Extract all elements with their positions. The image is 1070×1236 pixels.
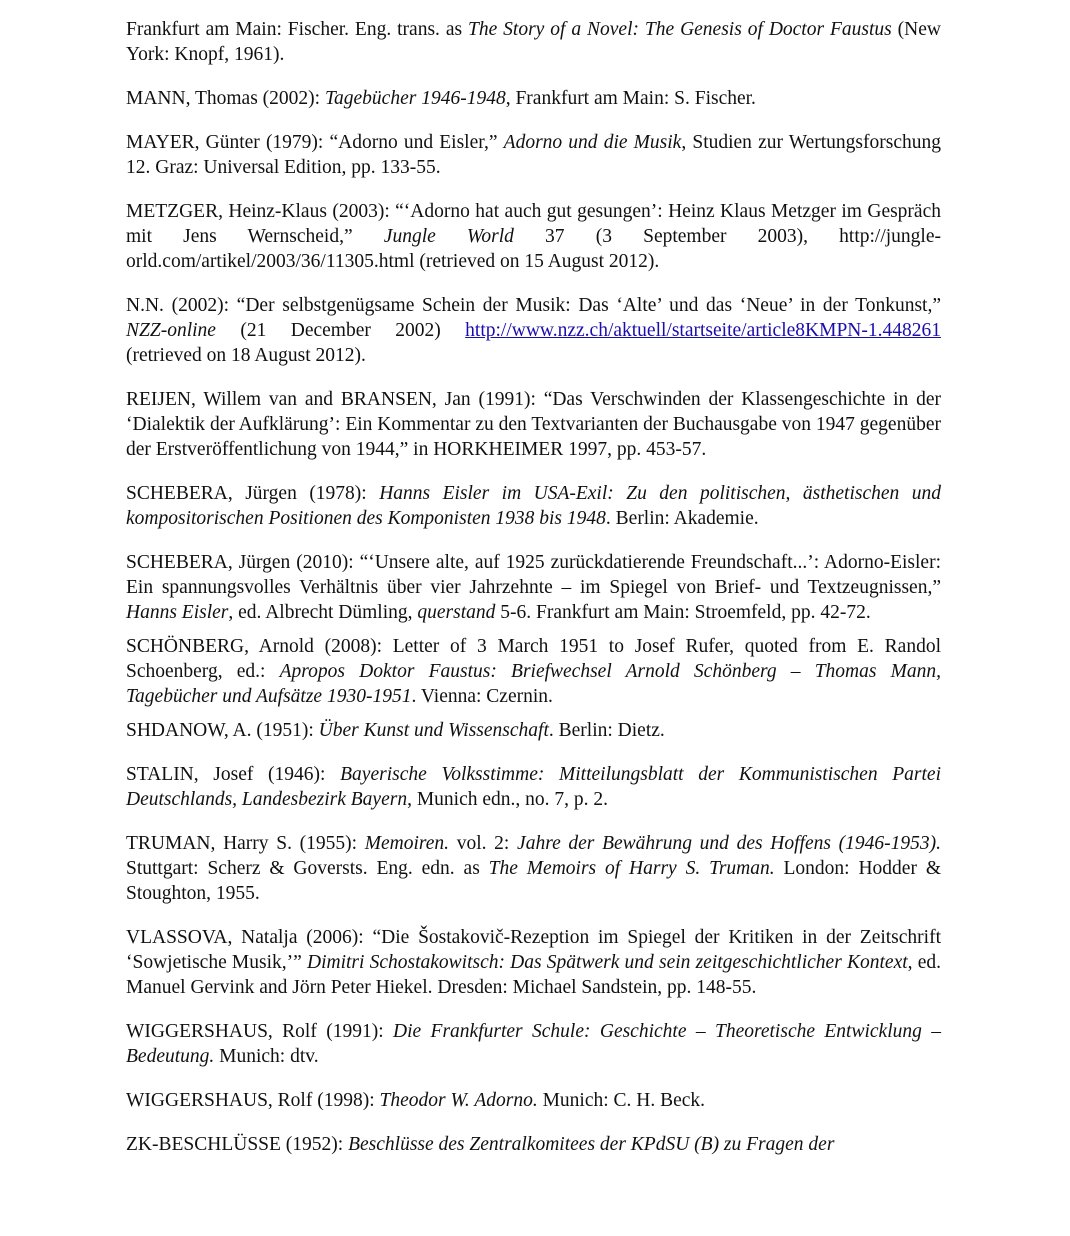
italic-title-text: Tagebücher 1946-1948 [324,88,506,109]
bibliography-entry [126,634,941,709]
entry-text: , Munich edn., no. 7, p. 2. [407,789,609,810]
entry-text: SCHEBERA, Jürgen (1978): [126,483,380,504]
bibliography-entry [126,925,941,1000]
entry-text: London: Hodder & Stoughton, 1955. [126,858,941,904]
entry-text: , Studien zur Wertungsforschung 12. Graz: Universal Edition, pp. 133-55. [126,132,941,178]
bibliography-entry [126,130,941,180]
entry-text: 5-6. Frankfurt am Main: Stroemfeld, pp. 42-72. [495,602,871,623]
entry-text: vol. 2: [449,833,518,854]
entry-text: VLASSOVA, Natalja (2006): “Die Šostakovič-Rezeption im Spiegel der Kritiken in der Zeitschrift ‘Sowjetische Musik,’” [126,927,941,973]
bibliography-entry [126,550,941,625]
entry-text: REIJEN, Willem van and BRANSEN, Jan (1991): “Das Verschwinden der Klassengeschichte in der ‘Dialektik der Aufklärung’: Ein Kommentar zu den Textvarianten der Buchausgabe von 1947 gegenüber der Erstveröffentlichung von 1944,” in HORKHEIMER 1997, pp. 453-57. [126,389,941,460]
italic-title-text: The Memoirs of Harry S. Truman. [488,858,775,879]
entry-text: N.N. (2002): “Der selbstgenügsame Schein der Musik: Das ‘Alte’ und das ‘Neue’ in der Tonkunst,” [126,295,941,316]
entry-text: Frankfurt am Main: Fischer. Eng. trans. as [126,19,468,40]
italic-title-text: NZZ-online [126,320,216,341]
entry-text: Munich: C. H. Beck. [537,1090,706,1111]
italic-title-text: querstand [417,602,496,623]
italic-title-text: Beschlüsse des Zentralkomitees der KPdSU (B) zu Fragen der [348,1134,835,1155]
reference-link[interactable]: http://www.nzz.ch/aktuell/startseite/article8KMPN-1.448261 [465,320,941,341]
entry-text: . Berlin: Akademie. [605,508,759,529]
entry-text: Stuttgart: Scherz & Goversts. Eng. edn. as [126,858,489,879]
entry-text: TRUMAN, Harry S. (1955): [126,833,365,854]
entry-text: 37 (3 September 2003), http://jungle-orld.com/artikel/2003/36/11305.html (retrieved on 15 August 2012). [126,226,941,272]
bibliography-entry [126,1132,941,1157]
bibliography-entry [126,718,941,743]
entry-text: SCHEBERA, Jürgen (2010): “‘Unsere alte, auf 1925 zurückdatierende Freundschaft...’: Adorno-Eisler: Ein spannungsvolles Verhältnis über vier Jahrzehnte – im Spiegel von Brief- und Textzeugnissen,” [126,552,941,598]
italic-title-text: Adorno und die Musik [503,132,682,153]
entry-text: SCHÖNBERG, Arnold (2008): Letter of 3 March 1951 to Josef Rufer, quoted from E. Randol Schoenberg, ed.: [126,636,941,682]
entry-text: . Berlin: Dietz. [548,720,665,741]
italic-title-text: Hanns Eisler im USA-Exil: Zu den politischen, ästhetischen und kompositorischen Positionen des Komponisten 1938 bis 1948 [126,483,941,529]
italic-title-text: Dimitri Schostakowitsch: Das Spätwerk und sein zeitgeschichtlicher Kontext [306,952,908,973]
italic-title-text: Apropos Doktor Faustus: Briefwechsel Arnold Schönberg – Thomas Mann, Tagebücher und Aufsätze 1930-1951 [126,661,942,707]
italic-title-text: Jungle World [383,226,514,247]
entry-text: , ed. Albrecht Dümling, [228,602,418,623]
entry-text: Munich: dtv. [214,1046,319,1067]
entry-text: MANN, Thomas (2002): [126,88,325,109]
italic-title-text: Theodor W. Adorno. [379,1090,538,1111]
bibliography-entry [126,1088,941,1113]
entry-text: (New York: Knopf, 1961). [126,19,941,65]
italic-title-text: Die Frankfurter Schule: Geschichte – Theoretische Entwicklung – Bedeutung. [126,1021,941,1067]
entry-text: STALIN, Josef (1946): [126,764,341,785]
bibliography-entry [126,17,941,67]
bibliography-entry [126,387,941,462]
entry-text: METZGER, Heinz-Klaus (2003): “‘Adorno hat auch gut gesungen’: Heinz Klaus Metzger im Gespräch mit Jens Wernscheid,” [126,201,941,247]
bibliography-entry [126,293,941,368]
bibliography-entry [126,481,941,531]
italic-title-text: The Story of a Novel: The Genesis of Doctor Faustus [468,19,892,40]
entry-text: SHDANOW, A. (1951): [126,720,319,741]
entry-text: (retrieved on 18 August 2012). [126,345,366,366]
italic-title-text: Hanns Eisler [126,602,229,623]
bibliography-entry [126,199,941,274]
bibliography-page [126,17,941,1176]
italic-title-text: Memoiren. [364,833,450,854]
entry-text: , ed. Manuel Gervink and Jörn Peter Hiekel. Dresden: Michael Sandstein, pp. 148-55. [126,952,941,998]
italic-title-text: Jahre der Bewährung und des Hoffens (1946-1953). [517,833,941,854]
entry-text: ZK-BESCHLÜSSE (1952): [126,1134,349,1155]
bibliography-entry [126,762,941,812]
entry-text: WIGGERSHAUS, Rolf (1991): [126,1021,394,1042]
entry-text: . Vienna: Czernin. [411,686,553,707]
bibliography-entry [126,1019,941,1069]
bibliography-entry [126,86,941,111]
entry-text: WIGGERSHAUS, Rolf (1998): [126,1090,380,1111]
italic-title-text: Über Kunst und Wissenschaft [318,720,549,741]
entry-text: , Frankfurt am Main: S. Fischer. [505,88,756,109]
entry-text: (21 December 2002) [215,320,466,341]
bibliography-entry [126,831,941,906]
entry-text: MAYER, Günter (1979): “Adorno und Eisler,” [126,132,504,153]
italic-title-text: Bayerische Volksstimme: Mitteilungsblatt der Kommunistischen Partei Deutschlands, Landesbezirk Bayern [126,764,941,810]
